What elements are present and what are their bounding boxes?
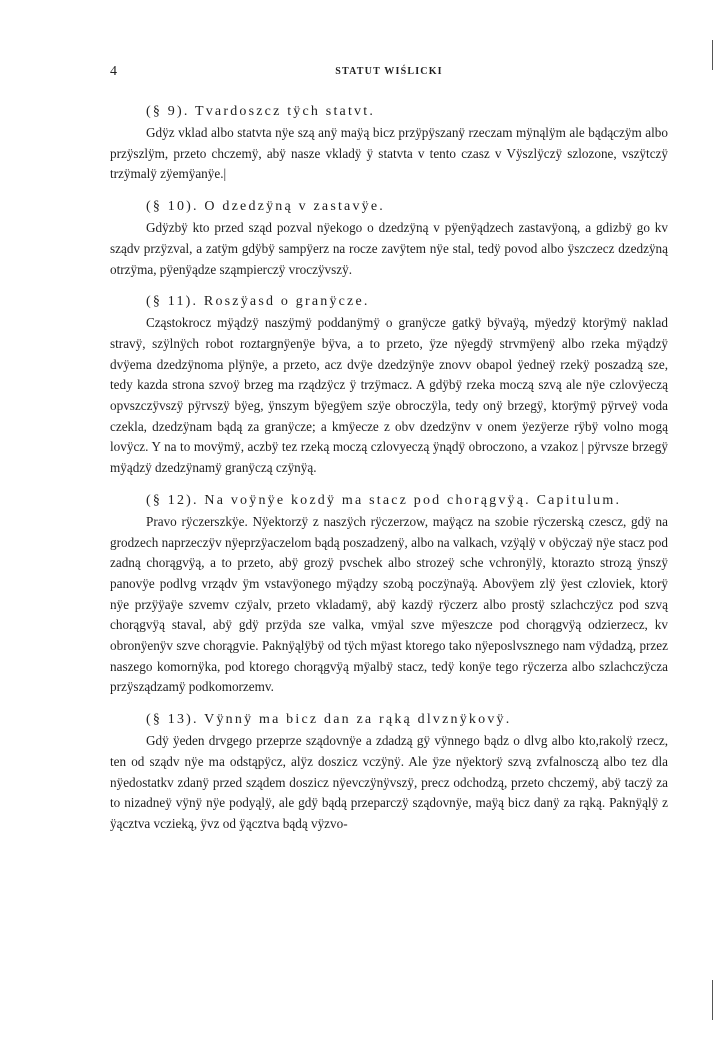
section-heading: (§ 9). Tvardoszcz tÿch statvt. (146, 104, 376, 119)
page-edge-mark (712, 40, 713, 70)
section-paragraph: Cząstokrocz mÿądzÿ naszÿmÿ poddanÿmÿ o granÿcze gatkÿ bÿvaÿą, mÿedzÿ ktorÿmÿ naklad stravÿ, szÿlnÿch robot roztargnÿenÿe bÿva, a to przeto, ÿze nÿegdÿ strvmÿenÿ albo rzeka mÿądzÿ dvÿema dzedzÿnoma plÿnÿe, a przeto, acz dvÿe dzedzÿnÿe znovv obapol ÿedneÿ rzekÿ poszadzą sze, tedy kazda strona szvoÿ brzeg ma rządzÿcz ÿ trzÿmacz. A gdÿbÿ rzeka moczą szvą ale nÿe czlovÿeczą opvszczÿvszÿ pÿrvszÿ bÿeg, ÿnszym bÿegÿem szÿe obroczÿla, tedy onÿ brzegÿ, ktorÿmÿ pÿrveÿ voda czekla, dzedzÿnam bądą za granÿcze; a kmÿecze z obv dzedzÿnv v onem ÿezÿerze rÿbÿ volno mogą lovÿcz. Y na to movÿmÿ, aczbÿ tez rzeką moczą czlovyeczą ÿnądÿ obroczono, a vzakoz | pÿrvsze brzegÿ mÿądzÿ dzedzÿnamÿ granÿczą czÿnÿą. (110, 315, 668, 476)
section-paragraph: Gdÿz vklad albo statvta nÿe szą anÿ maÿą bicz przÿpÿszanÿ rzeczam mÿnąlÿm ale bądączÿm albo przÿszlÿm, przeto chczemÿ, abÿ nasze vkladÿ ÿ statvta v tento czasz v Vÿszlÿczÿ szlozone, vszÿtczÿ trzÿmalÿ zÿemÿanÿe.| (110, 125, 668, 182)
section-9 (110, 100, 668, 185)
section-11 (110, 290, 668, 479)
section-13 (110, 708, 668, 835)
page-edge-mark (712, 980, 713, 1020)
section-paragraph: Pravo rÿczerszkÿe. Nÿektorzÿ z naszÿch rÿczerzow, maÿącz na szobie rÿczerską czescz, gdÿ na grodzech naprzeczÿv nÿeprzÿaczelom bądą poszadzenÿ, albo na valkach, vzÿąlÿ v obÿczaÿ nÿe stacz pod zadną chorągvÿą, a to przeto, abÿ grozÿ pvschek albo strozeÿ sche vchronÿlÿ, ktorazto strozą ÿnszÿ panovÿe podlvg vrządv ÿm vstavÿonego mÿądzy szobą poczÿnaÿą. Abovÿem zlÿ ÿest czloviek, ktorÿ nÿe przÿÿaÿe szvemv czÿalv, przeto vkladamÿ, abÿ kazdÿ rÿczerz albo prostÿ szlachczÿcz pod szvą chorągvÿą staval, abÿ gdÿ przÿda sze valka, vmÿal szve mÿeszcze pod chorągvÿą odzierzecz, kv obronÿenÿv szve chorągvie. Paknÿąlÿbÿ od tÿch mÿast ktorego tako nÿeposlvsznego nam vÿdadzą, przez naszego komornÿka, pod ktorego chorągvÿą mÿalbÿ stacz, tedÿ konÿe tego rÿczerza albo szlachczÿcza przÿsządzamÿ podkomorzemv. (110, 513, 668, 695)
page-header (110, 64, 668, 84)
running-title: STATUT WIŚLICKI (335, 66, 443, 77)
section-12 (110, 489, 668, 698)
section-paragraph: Gdÿzbÿ kto przed sząd pozval nÿekogo o dzedzÿną v pÿenÿądzech zastavÿoną, a gdizbÿ go kv sządv przÿzval, a zatÿm gdÿbÿ sampÿerz na rocze zavÿtem nÿe stal, tedÿ povod albo ÿszczecz dzedzÿną otrzÿma, pÿenÿądze sząmpierczÿ vroczÿvszÿ. (110, 220, 668, 277)
document-body (110, 100, 668, 845)
page-number: 4 (110, 64, 117, 79)
section-paragraph: Gdÿ ÿeden drvgego przeprze sządovnÿe a zdadzą gÿ vÿnnego bądz o dlvg albo kto,rakolÿ rzecz, ten od sządv nÿe ma odstąpÿcz, alÿz doszicz vczÿnÿ. Ale ÿze nÿektorÿ szvą zvfalnosczą albo tez dla nÿedostatkv zdanÿ przed sządem doszicz nÿevczÿnÿvszÿ, precz odchodzą, przeto chczemÿ, abÿ taczÿ za to nizadneÿ vÿnÿ nÿe podyąlÿ, ale gdÿ bądą przeparczÿ sządovnÿe, maÿą bicz danÿ za rąką. Paknÿąlÿ z ÿącztva vczieką, ÿvz od ÿącztva bądą vÿzvo- (110, 733, 668, 831)
section-heading: (§ 13). Vÿnnÿ ma bicz dan za rąką dlvznÿkovÿ. (146, 712, 512, 728)
section-heading: (§ 11). Roszÿasd o granÿcze. (146, 294, 370, 310)
section-10 (110, 195, 668, 280)
section-heading: (§ 12). Na voÿnÿe kozdÿ ma stacz pod chorągvÿą. Capitulum. (146, 492, 622, 508)
section-heading: (§ 10). O dzedzÿną v zastavÿe. (146, 199, 385, 215)
